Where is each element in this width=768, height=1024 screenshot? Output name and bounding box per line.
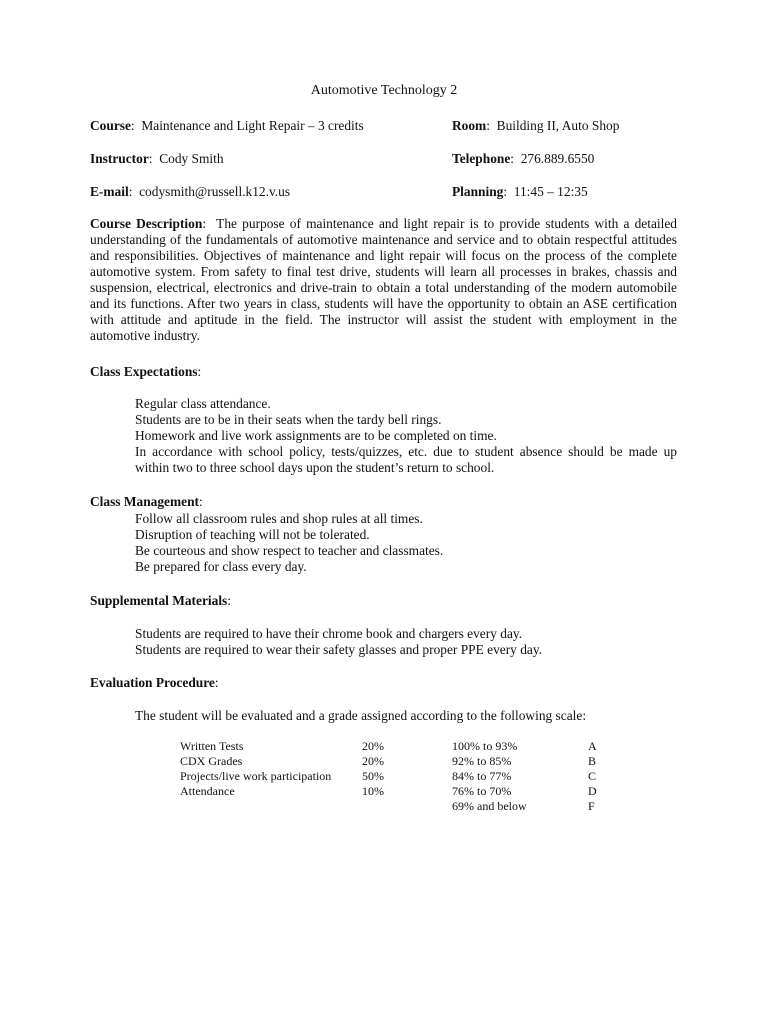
management-list bbox=[135, 511, 677, 575]
expectations-heading: Class Expectations: bbox=[90, 364, 202, 379]
evaluation-intro: The student will be evaluated and a grade assigned according to the following scale: bbox=[135, 708, 587, 723]
list-item: Be prepared for class every day. bbox=[135, 559, 307, 574]
email-planning-row bbox=[90, 184, 690, 202]
room-info: Room: Building II, Auto Shop bbox=[452, 118, 620, 133]
telephone-info: Telephone: 276.889.6550 bbox=[452, 151, 595, 166]
course-room-row bbox=[90, 118, 690, 136]
weight-cell: 10% bbox=[362, 784, 384, 798]
description-text: The purpose of maintenance and light repair is to provide students with a detailed understanding of the fundamentals of automotive maintenance and service and to obtain respectful attitudes and responsibilities. Objectives of maintenance and light repair will focus on the process of the complete automotive system. From safety to final test drive, students will learn all processes in brakes, chassis and suspension, electrical, electronics and drive-train to obtain a total understanding of the modern automobile and its functions. After two years in class, students will have the opportunity to obtain an ASE certification with attitude and aptitude in the field. The instructor will assist the student with employment in the automotive industry. bbox=[90, 216, 677, 343]
list-item: Regular class attendance. bbox=[135, 396, 271, 411]
document-title: Automotive Technology 2 bbox=[310, 83, 458, 98]
table-row bbox=[180, 754, 618, 769]
range-cell: 92% to 85% bbox=[452, 754, 512, 768]
range-cell: 100% to 93% bbox=[452, 739, 518, 753]
table-row bbox=[180, 784, 618, 799]
grade-cell: A bbox=[588, 739, 597, 753]
category-cell: Attendance bbox=[180, 784, 235, 798]
management-label: Class Management bbox=[90, 494, 199, 509]
course-info: Course: Maintenance and Light Repair – 3 credits bbox=[90, 118, 364, 133]
description-label: Course Description bbox=[90, 216, 203, 231]
list-item: Be courteous and show respect to teacher and classmates. bbox=[135, 543, 444, 558]
materials-heading: Supplemental Materials: bbox=[90, 593, 231, 608]
evaluation-heading: Evaluation Procedure: bbox=[90, 675, 219, 690]
instructor-label: Instructor bbox=[90, 151, 149, 166]
planning-value: 11:45 – 12:35 bbox=[513, 184, 588, 199]
materials-list bbox=[135, 626, 677, 658]
course-description: Course Description: The purpose of maintenance and light repair is to provide students with a detailed understanding of the fundamentals of automotive maintenance and service and to obtain respectful attitudes and responsibilities. Objectives of maintenance and light repair will focus on the process of the complete automotive system. From safety to final test drive, students will learn all processes in brakes, chassis and suspension, electrical, electronics and drive-train to obtain a total understanding of the modern automobile and its functions. After two years in class, students will have the opportunity to obtain an ASE certification with attitude and aptitude in the field. The instructor will assist the student with employment in the automotive industry. bbox=[90, 216, 677, 343]
list-item: Follow all classroom rules and shop rules at all times. bbox=[135, 511, 423, 526]
expectations-list bbox=[135, 396, 677, 476]
planning-label: Planning bbox=[452, 184, 504, 199]
table-row bbox=[180, 769, 618, 784]
evaluation-label: Evaluation Procedure bbox=[90, 675, 215, 690]
telephone-value: 276.889.6550 bbox=[520, 151, 595, 166]
list-item: Students are required to have their chrome book and chargers every day. bbox=[135, 626, 523, 641]
management-heading: Class Management: bbox=[90, 494, 203, 509]
instructor-telephone-row bbox=[90, 151, 690, 169]
materials-label: Supplemental Materials bbox=[90, 593, 228, 608]
category-cell bbox=[180, 799, 362, 814]
category-cell: Projects/live work participation bbox=[180, 769, 332, 783]
grading-scale-table bbox=[180, 739, 618, 814]
list-item: Students are required to wear their safety glasses and proper PPE every day. bbox=[135, 642, 543, 657]
planning-info: Planning: 11:45 – 12:35 bbox=[452, 184, 588, 199]
weight-cell bbox=[362, 799, 452, 814]
weight-cell: 20% bbox=[362, 754, 384, 768]
instructor-info: Instructor: Cody Smith bbox=[90, 151, 224, 166]
instructor-value: Cody Smith bbox=[159, 151, 224, 166]
weight-cell: 50% bbox=[362, 769, 384, 783]
grade-cell: F bbox=[588, 799, 595, 813]
grade-cell: C bbox=[588, 769, 597, 783]
email-label: E-mail bbox=[90, 184, 129, 199]
course-label: Course bbox=[90, 118, 131, 133]
table-row bbox=[180, 799, 618, 814]
grade-cell: B bbox=[588, 754, 597, 768]
room-value: Building II, Auto Shop bbox=[496, 118, 620, 133]
grade-cell: D bbox=[588, 784, 597, 798]
list-item: Homework and live work assignments are to be completed on time. bbox=[135, 428, 497, 443]
list-item: Students are to be in their seats when the tardy bell rings. bbox=[135, 412, 442, 427]
telephone-label: Telephone bbox=[452, 151, 511, 166]
table-row bbox=[180, 739, 618, 754]
range-cell: 76% to 70% bbox=[452, 784, 512, 798]
email-value: codysmith@russell.k12.v.us bbox=[139, 184, 291, 199]
expectations-label: Class Expectations bbox=[90, 364, 198, 379]
category-cell: Written Tests bbox=[180, 739, 244, 753]
category-cell: CDX Grades bbox=[180, 754, 243, 768]
room-label: Room bbox=[452, 118, 487, 133]
list-item: Disruption of teaching will not be tolerated. bbox=[135, 527, 370, 542]
range-cell: 69% and below bbox=[452, 799, 527, 813]
email-info: E-mail: codysmith@russell.k12.v.us bbox=[90, 184, 291, 199]
weight-cell: 20% bbox=[362, 739, 384, 753]
course-value: Maintenance and Light Repair – 3 credits bbox=[141, 118, 364, 133]
range-cell: 84% to 77% bbox=[452, 769, 512, 783]
list-item: In accordance with school policy, tests/quizzes, etc. due to student absence should be made up within two to three school days upon the student’s return to school. bbox=[135, 444, 677, 475]
